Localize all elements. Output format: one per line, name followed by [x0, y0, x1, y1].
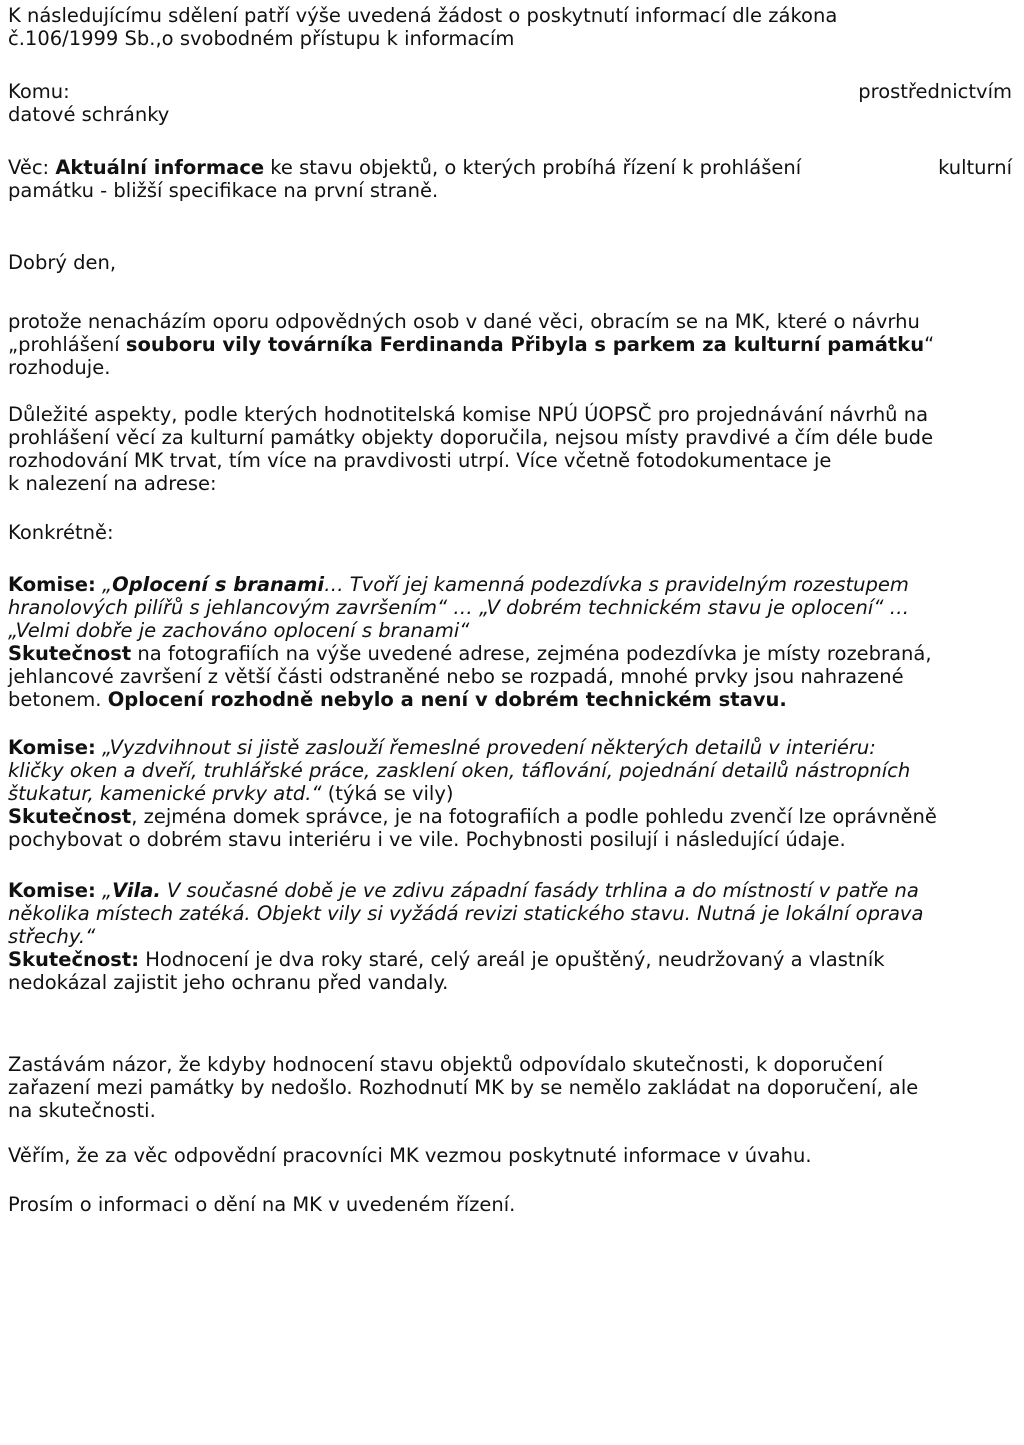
finding-2-c1: „Vyzdvihnout si jistě zaslouží řemeslné provedení některých detailů v interiéru:: [95, 736, 876, 759]
trust-sentence: Věřím, že za věc odpovědní pracovníci MK vezmou poskytnuté informace v úvahu.: [8, 1144, 812, 1167]
finding-2-commission-line-2: kličky oken a dveří, truhlářské práce, zasklení oken, táflování, pojednání detailů nástropních: [8, 759, 911, 782]
recipient-via: prostřednictvím: [858, 80, 1012, 103]
commission-label: Komise:: [8, 573, 96, 596]
para2-line-1: Důležité aspekty, podle kterých hodnotitelská komise NPÚ ÚOPSČ pro projednávání návrhů na: [8, 403, 929, 426]
recipient-block: [8, 80, 1012, 126]
para1-line-2: [8, 333, 1012, 356]
para1-line-2-pre: „prohlášení: [8, 333, 126, 356]
intro-paragraph: [8, 4, 1012, 50]
finding-2-commission-line-1: [8, 736, 1012, 759]
finding-1-reality-line-2: jehlancové završení z větší části odstraněné nebo se rozpadá, mnohé prvky jsou nahrazené: [8, 665, 904, 688]
concretely-label: Konkrétně:: [8, 521, 114, 544]
commission-label: Komise:: [8, 879, 96, 902]
finding-1-s1: na fotografiích na výše uvedené adrese, zejména podezdívka je místy rozebraná,: [131, 642, 932, 665]
finding-1-reality-line-3: [8, 688, 1012, 711]
finding-3-reality-line-1: [8, 948, 1012, 971]
finding-1-s3: betonem.: [8, 688, 108, 711]
para1-line-1: protože nenacházím oporu odpovědných osob v dané věci, obracím se na MK, které o návrhu: [8, 310, 920, 333]
para2-line-2: prohlášení věcí za kulturní památky objekty doporučila, nejsou místy pravdivé a čím déle bude: [8, 426, 934, 449]
closing-line-1: Zastávám názor, že kdyby hodnocení stavu objektů odpovídalo skutečnosti, k doporučení: [8, 1053, 884, 1076]
subject-line-1: [8, 156, 801, 179]
subject-bold: Aktuální informace: [55, 156, 265, 179]
para1-line-2-post: “: [924, 333, 935, 356]
finding-1-reality-line-1: [8, 642, 1012, 665]
finding-2-c3: štukatur, kamenické prvky atd.“: [8, 782, 322, 805]
finding-3-commission-line-1: [8, 879, 1012, 902]
request-sentence: Prosím o informaci o dění na MK v uvedeném řízení.: [8, 1193, 516, 1216]
subject-line-2: památku - bližší specifikace na první straně.: [8, 179, 439, 202]
finding-2-reality-line-2: pochybovat o dobrém stavu interiéru i ve vile. Pochybnosti posilují i následující údaje.: [8, 828, 846, 851]
finding-1: [8, 573, 1012, 711]
reality-label: Skutečnost:: [8, 948, 140, 971]
para1-line-3: rozhoduje.: [8, 356, 111, 379]
intro-line-1: K následujícímu sdělení patří výše uvedená žádost o poskytnutí informací dle zákona: [8, 4, 838, 27]
letter-page: [8, 4, 1012, 1216]
reality-label: Skutečnost: [8, 642, 132, 665]
finding-1-s3-bold: Oplocení rozhodně nebylo a není v dobrém technickém stavu.: [107, 688, 787, 711]
subject-prefix: Věc:: [8, 156, 56, 179]
greeting: Dobrý den,: [8, 251, 117, 274]
finding-3-c1-bold: Vila.: [112, 879, 161, 902]
subject-rest-1: ke stavu objektů, o kterých probíhá řízení k prohlášení: [264, 156, 802, 179]
finding-2: [8, 736, 1012, 851]
finding-3-c1-pre: „: [95, 879, 113, 902]
para2-line-3: rozhodování MK trvat, tím více na pravdivosti utrpí. Více včetně fotodokumentace je: [8, 449, 832, 472]
paragraph-1: [8, 310, 1012, 379]
closing-line-2: zařazení mezi památky by nedošlo. Rozhodnutí MK by se nemělo zakládat na doporučení, ale: [8, 1076, 919, 1099]
finding-3-commission-line-3: střechy.“: [8, 925, 96, 948]
finding-2-reality-line-1: [8, 805, 1012, 828]
paragraph-2: [8, 403, 1012, 495]
subject-rest-1b: kulturní: [938, 156, 1012, 179]
intro-line-2: č.106/1999 Sb.,o svobodném přístupu k informacím: [8, 27, 515, 50]
finding-1-c1-rest: … Tvoří jej kamenná podezdívka s pravidelným rozestupem: [324, 573, 909, 596]
finding-3-commission-line-2: několika místech zatéká. Objekt vily si vyžádá revizi statického stavu. Nutná je lokální oprava: [8, 902, 924, 925]
closing-paragraph: [8, 1053, 1012, 1122]
commission-label: Komise:: [8, 736, 96, 759]
recipient-via-line-2: datové schránky: [8, 103, 170, 126]
closing-line-3: na skutečnosti.: [8, 1099, 156, 1122]
finding-1-c1-bold: Oplocení s branami: [112, 573, 325, 596]
finding-1-commission-line-1: [8, 573, 1012, 596]
finding-3-reality-line-2: nedokázal zajistit jeho ochranu před vandaly.: [8, 971, 449, 994]
finding-2-c3-rest: (týká se vily): [321, 782, 454, 805]
subject-block: [8, 156, 1012, 202]
finding-1-commission-line-3: „Velmi dobře je zachováno oplocení s branami“: [8, 619, 470, 642]
finding-3: [8, 879, 1012, 994]
para1-line-2-bold: souboru vily továrníka Ferdinanda Přibyla s parkem za kulturní památku: [125, 333, 925, 356]
para2-line-4: k nalezení na adrese:: [8, 472, 217, 495]
recipient-label: Komu:: [8, 80, 70, 103]
finding-2-s1: , zejména domek správce, je na fotografiích a podle pohledu zvenčí lze oprávněně: [131, 805, 937, 828]
finding-3-s1: Hodnocení je dva roky staré, celý areál je opuštěný, neudržovaný a vlastník: [139, 948, 885, 971]
finding-2-commission-line-3: [8, 782, 1012, 805]
finding-3-c1-rest: V současné době je ve zdivu západní fasády trhlina a do místností v patře na: [160, 879, 919, 902]
reality-label: Skutečnost: [8, 805, 132, 828]
finding-1-commission-line-2: hranolových pilířů s jehlancovým završením“ … „V dobrém technickém stavu je oplocení“ …: [8, 596, 910, 619]
finding-1-c1-pre: „: [95, 573, 113, 596]
